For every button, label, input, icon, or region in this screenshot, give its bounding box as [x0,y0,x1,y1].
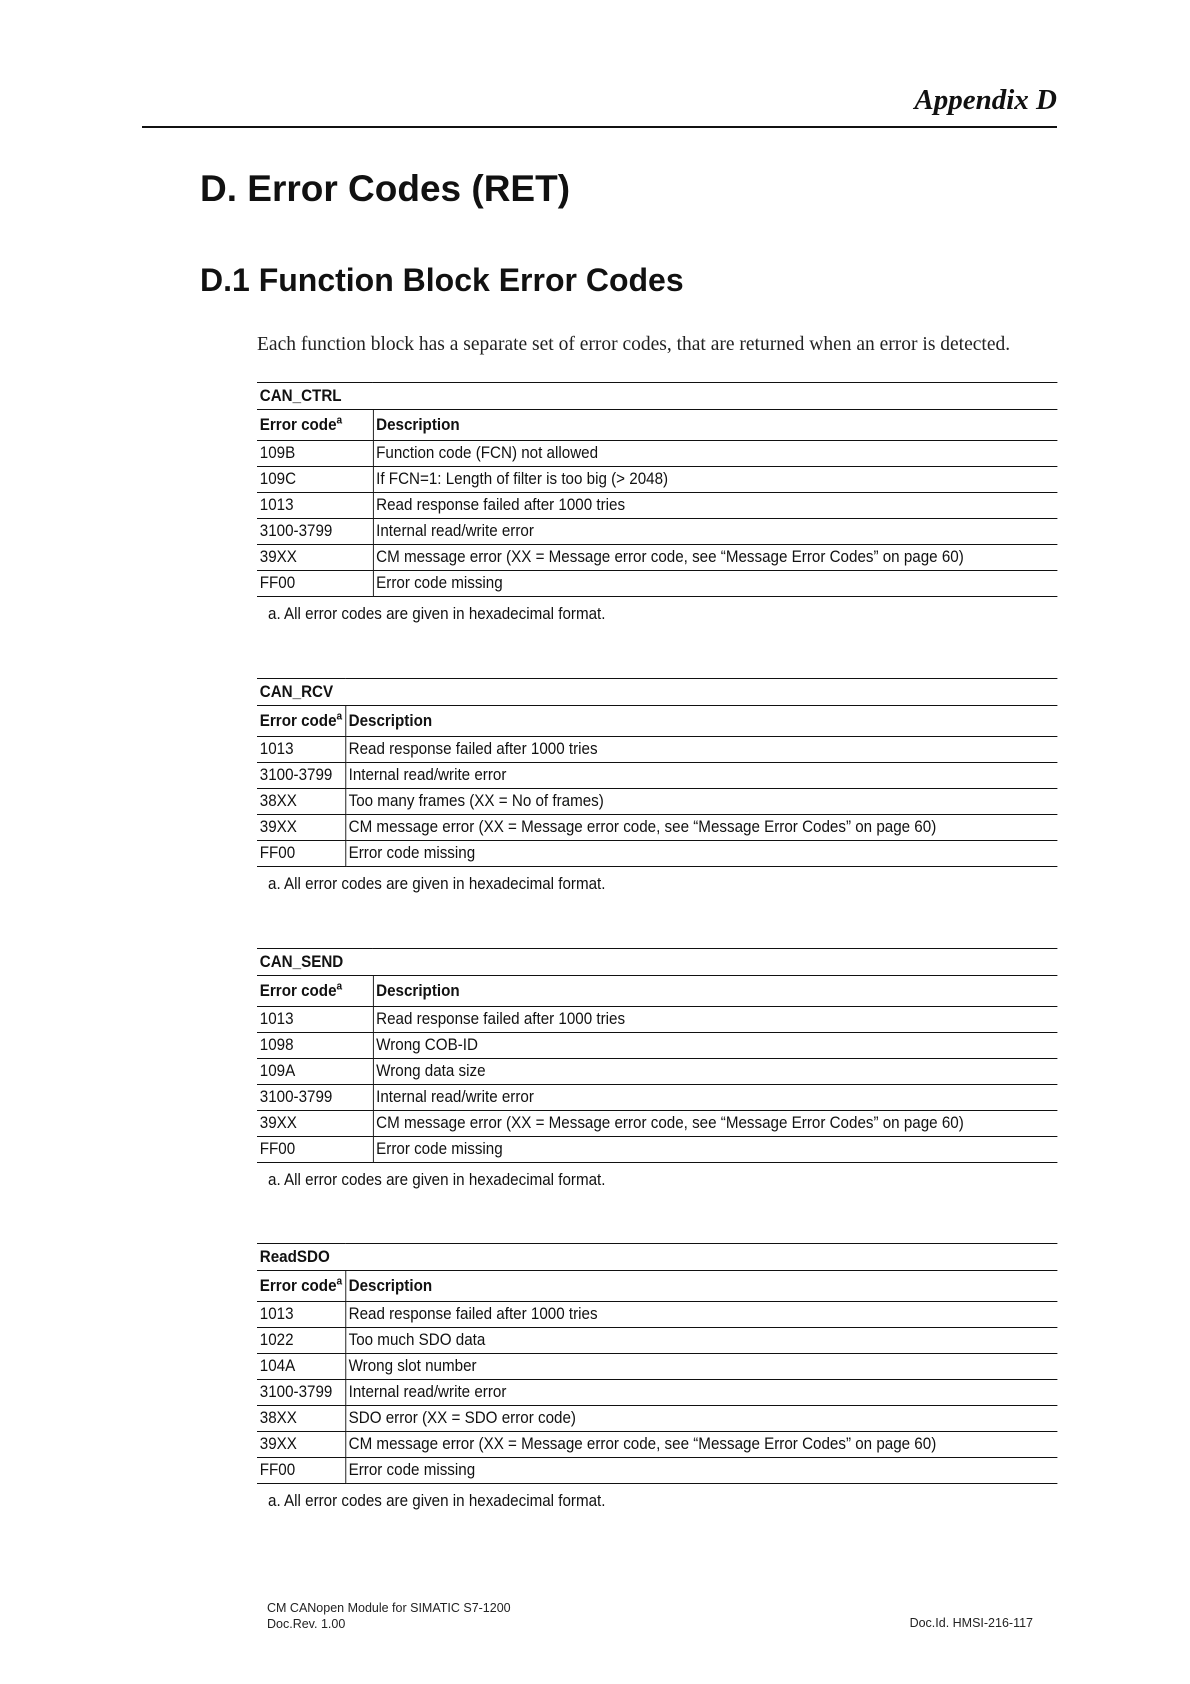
error-code: 109A [257,1059,373,1085]
table-caption: ReadSDO [257,1244,1057,1271]
section-title: D.1 Function Block Error Codes [200,262,684,298]
table-row [257,1302,1057,1328]
column-header-code: Error code$^a$ [257,1271,345,1302]
table-row [257,1085,1057,1111]
chapter-title: D. Error Codes (RET) [200,168,571,209]
error-code: 109C [257,467,373,493]
error-code: FF00 [257,571,373,597]
table-row [257,1406,1057,1432]
column-header-description: Description [373,976,1057,1007]
table-row [257,1432,1057,1458]
error-description: Error code missing [345,1458,1057,1484]
error-description: Error code missing [373,571,1057,597]
column-header-description: Description [345,706,1057,737]
table-footnote: a. All error codes are given in hexadecimal format. [268,1492,606,1510]
error-description: Error code missing [373,1137,1057,1163]
error-description: CM message error (XX = Message error code, see “Message Error Codes” on page 60) [373,545,1057,571]
error-code: 1013 [257,1007,373,1033]
error-description: Internal read/write error [345,763,1057,789]
table-row [257,1328,1057,1354]
table-row [257,519,1057,545]
table-row [257,789,1057,815]
table-row [257,1007,1057,1033]
error-description: Internal read/write error [373,1085,1057,1111]
error-code: 3100-3799 [257,1380,345,1406]
error-code: 1013 [257,493,373,519]
column-header-description: Description [345,1271,1057,1302]
footnote-mark: a [336,1275,343,1287]
error-code: 38XX [257,1406,345,1432]
footer-revision: Doc.Rev. 1.00 [267,1617,346,1631]
footer-doc-id: Doc.Id. HMSI-216-117 [909,1616,1033,1630]
error-code: FF00 [257,841,345,867]
error-description: Function code (FCN) not allowed [373,441,1057,467]
footer-left [267,1600,511,1632]
error-table-can-ctrl [257,382,1057,624]
error-code: 1013 [257,737,345,763]
column-header-code: Error code$^a$ [257,410,373,441]
error-description: Read response failed after 1000 tries [345,737,1057,763]
table-row [257,467,1057,493]
table-row [257,815,1057,841]
table-row [257,737,1057,763]
column-header-description: Description [373,410,1057,441]
table-row [257,493,1057,519]
error-code: 109B [257,441,373,467]
column-header-code: Error code$^a$ [257,976,373,1007]
table-row [257,545,1057,571]
table-row [257,841,1057,867]
error-description: Wrong COB-ID [373,1033,1057,1059]
table-row [257,1059,1057,1085]
error-description: Too much SDO data [345,1328,1057,1354]
table-row [257,571,1057,597]
table-row [257,441,1057,467]
header-rule [142,126,1057,128]
error-code: FF00 [257,1458,345,1484]
error-description: Wrong slot number [345,1354,1057,1380]
error-description: If FCN=1: Length of filter is too big (> 2048) [373,467,1057,493]
error-code: 39XX [257,1432,345,1458]
error-code: FF00 [257,1137,373,1163]
error-description: CM message error (XX = Message error code, see “Message Error Codes” on page 60) [373,1111,1057,1137]
table-row [257,1033,1057,1059]
error-code: 3100-3799 [257,519,373,545]
error-table-can-send [257,948,1057,1190]
error-table-can-rcv [257,678,1057,894]
error-code: 39XX [257,1111,373,1137]
error-description: Wrong data size [373,1059,1057,1085]
table-row [257,1458,1057,1484]
error-description: CM message error (XX = Message error code, see “Message Error Codes” on page 60) [345,815,1057,841]
error-description: Error code missing [345,841,1057,867]
error-code: 39XX [257,545,373,571]
table-row [257,1380,1057,1406]
error-code: 3100-3799 [257,763,345,789]
error-table-readsdo [257,1243,1057,1511]
footnote-mark: a [336,414,343,426]
table-footnote: a. All error codes are given in hexadecimal format. [268,875,606,893]
error-code: 104A [257,1354,345,1380]
column-header-code: Error code$^a$ [257,706,345,737]
error-description: Read response failed after 1000 tries [373,493,1057,519]
error-code: 39XX [257,815,345,841]
error-description: CM message error (XX = Message error code, see “Message Error Codes” on page 60) [345,1432,1057,1458]
error-code: 1022 [257,1328,345,1354]
table-row [257,763,1057,789]
error-code: 3100-3799 [257,1085,373,1111]
intro-paragraph: Each function block has a separate set of error codes, that are returned when an error is detected. [257,334,1011,355]
error-code: 38XX [257,789,345,815]
table-caption: CAN_SEND [257,949,1057,976]
running-head: Appendix D [914,84,1057,116]
error-description: Internal read/write error [345,1380,1057,1406]
error-description: SDO error (XX = SDO error code) [345,1406,1057,1432]
table-row [257,1354,1057,1380]
table-row [257,1137,1057,1163]
table-footnote: a. All error codes are given in hexadecimal format. [268,1171,606,1189]
table-caption: CAN_CTRL [257,383,1057,410]
table-caption: CAN_RCV [257,679,1057,706]
error-description: Internal read/write error [373,519,1057,545]
table-footnote: a. All error codes are given in hexadecimal format. [268,605,606,623]
footer-product: CM CANopen Module for SIMATIC S7-1200 [267,1601,511,1615]
error-code: 1013 [257,1302,345,1328]
error-description: Too many frames (XX = No of frames) [345,789,1057,815]
error-description: Read response failed after 1000 tries [373,1007,1057,1033]
error-description: Read response failed after 1000 tries [345,1302,1057,1328]
error-code: 1098 [257,1033,373,1059]
footnote-mark: a [336,980,343,992]
footnote-mark: a [336,710,343,722]
table-row [257,1111,1057,1137]
